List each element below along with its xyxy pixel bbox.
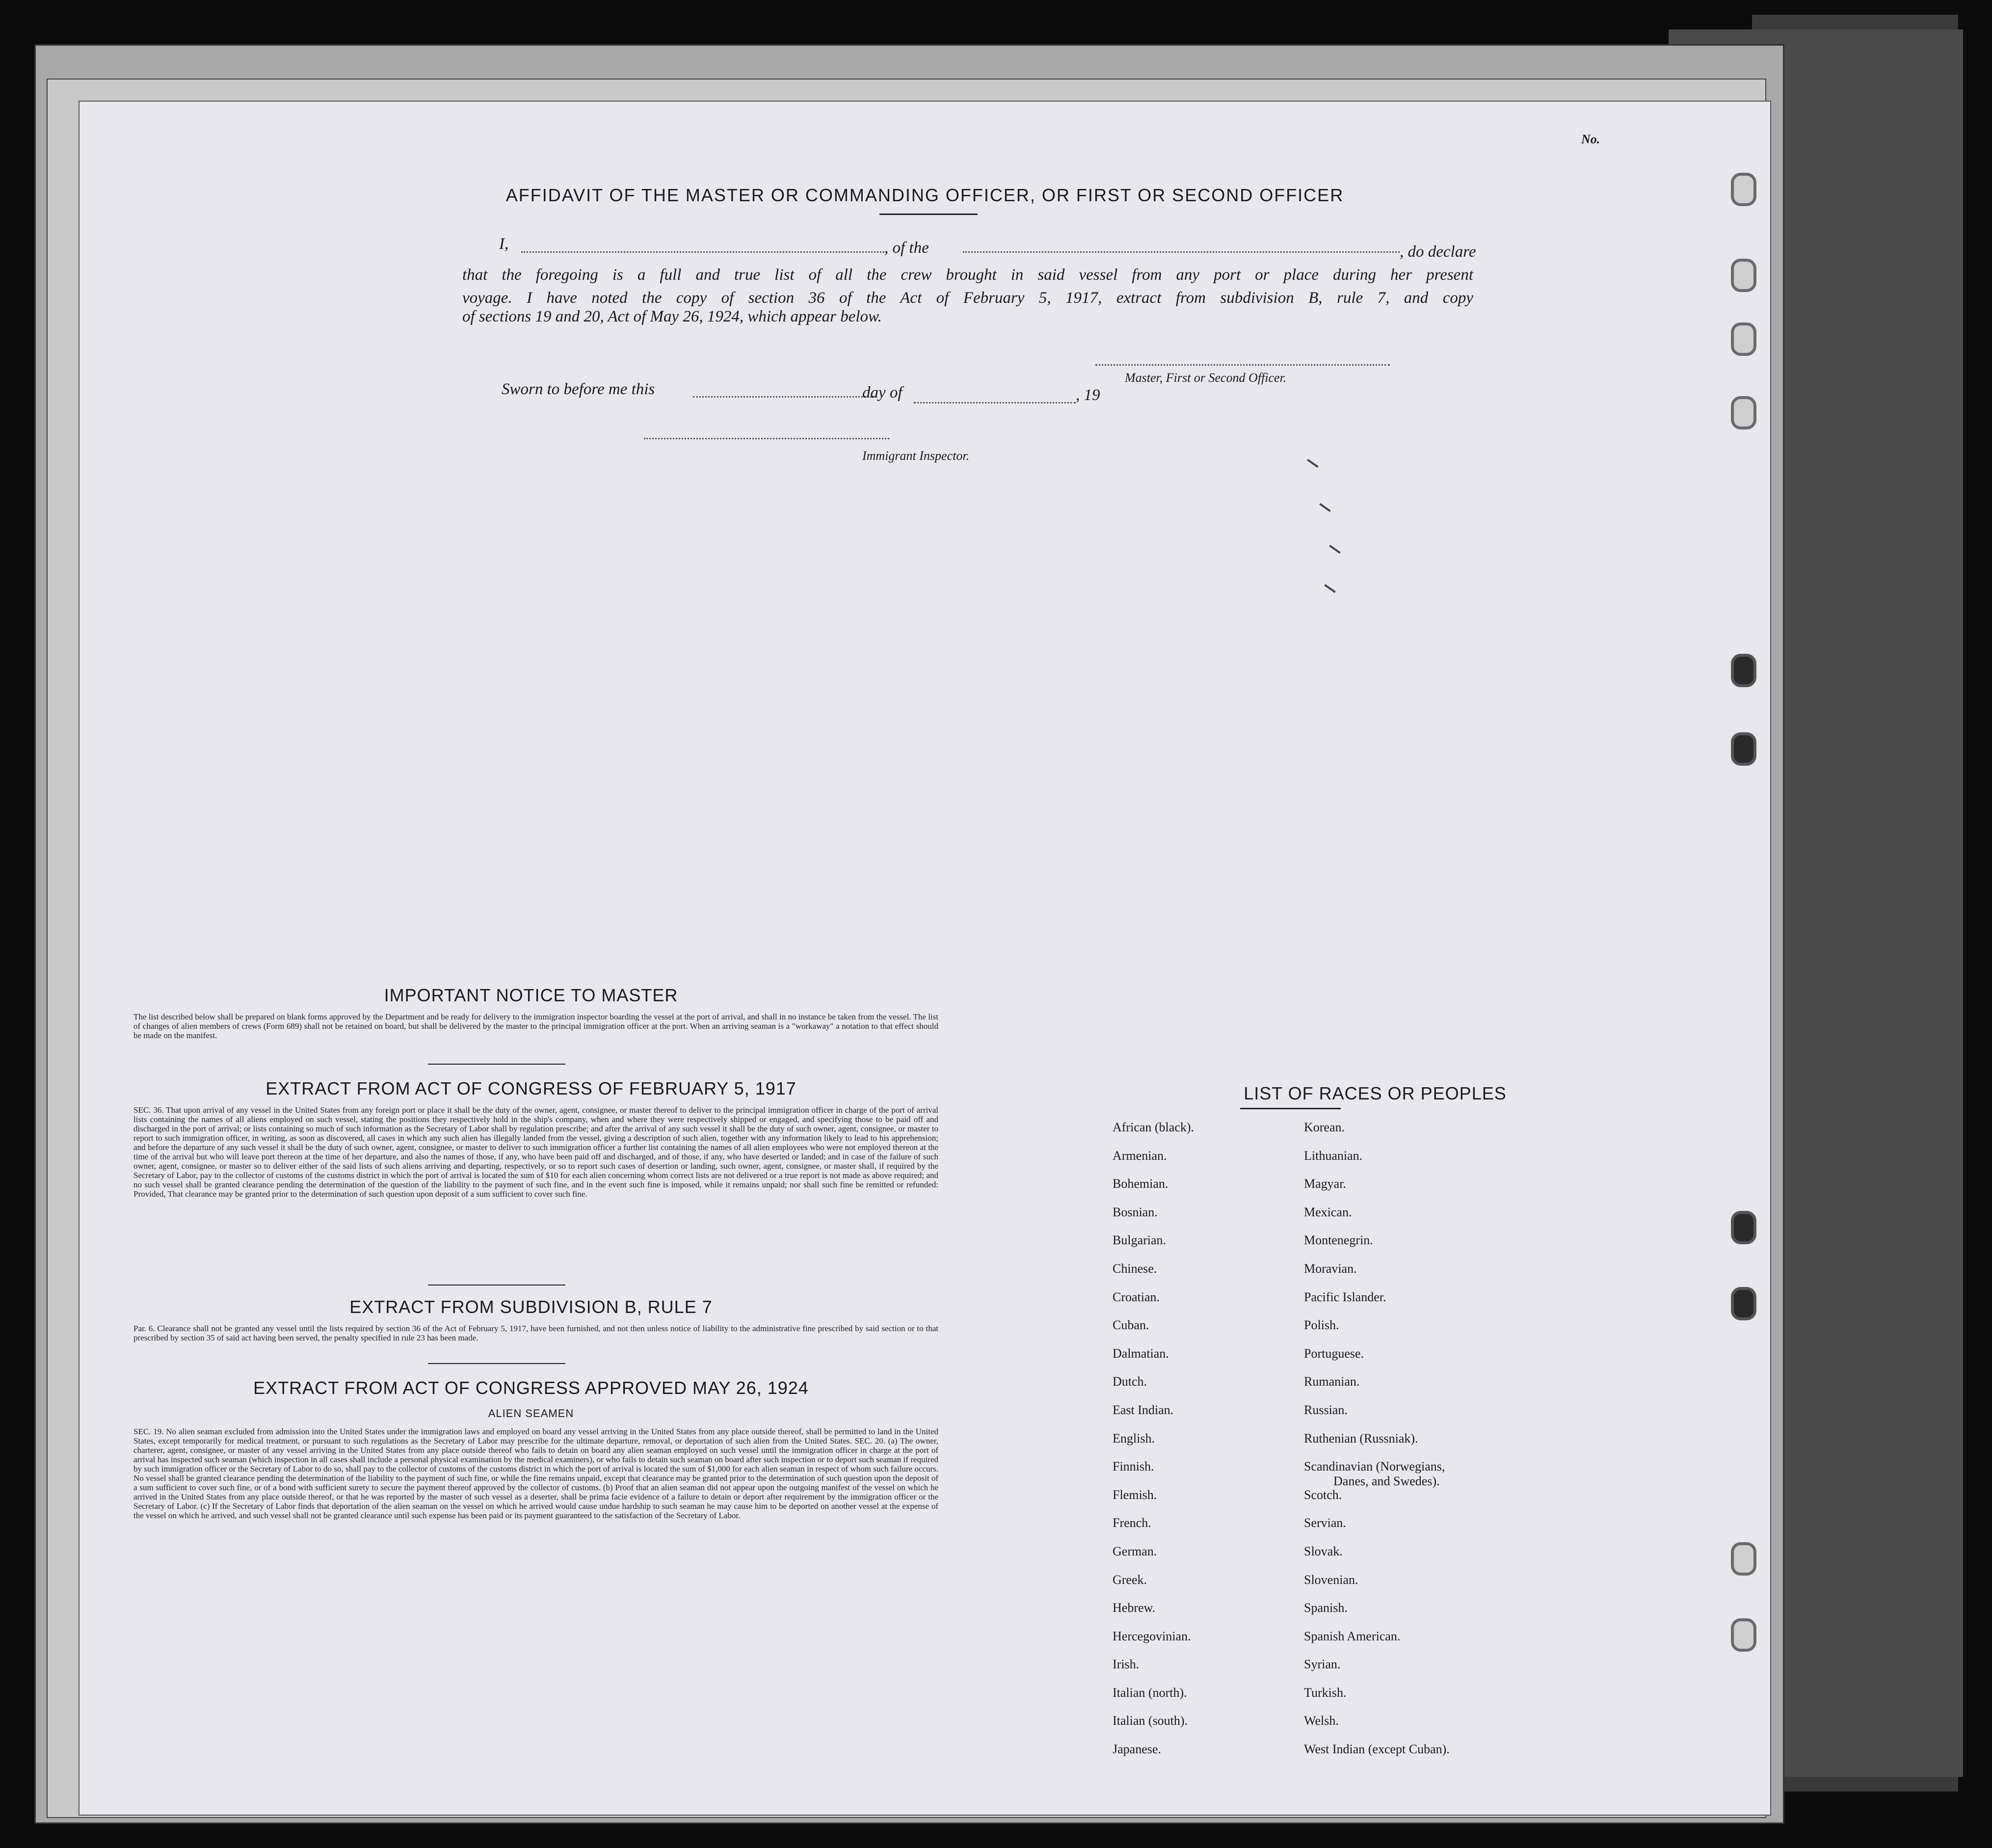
divider <box>428 1363 565 1364</box>
race-label: Turkish. <box>1304 1685 1347 1700</box>
race-item <box>1304 1686 1450 1714</box>
affidavit-i-label: I, <box>499 235 509 253</box>
race-label: Polish. <box>1304 1318 1339 1333</box>
binder-ring <box>1731 322 1756 356</box>
declaration-line-4: of sections 19 and 20, Act of May 26, 1924, which appear below. <box>462 308 882 325</box>
race-item <box>1113 1290 1194 1318</box>
race-label: African (black). <box>1113 1120 1195 1134</box>
binder-ring <box>1731 396 1756 429</box>
extract-rule7-title: EXTRACT FROM SUBDIVISION B, RULE 7 <box>349 1297 713 1317</box>
do-declare-label: , do declare <box>1400 243 1476 261</box>
race-item <box>1304 1403 1450 1431</box>
race-item <box>1113 1374 1194 1403</box>
race-item <box>1304 1177 1450 1205</box>
race-label: Portuguese. <box>1304 1346 1364 1361</box>
race-label: French. <box>1113 1516 1151 1530</box>
race-label: Dutch. <box>1113 1374 1147 1389</box>
race-item <box>1113 1601 1194 1629</box>
name-blank[interactable] <box>521 251 884 253</box>
race-label: Bosnian. <box>1113 1205 1158 1219</box>
mark <box>1319 503 1331 512</box>
race-item <box>1113 1205 1194 1233</box>
race-label: Scotch. <box>1304 1487 1342 1502</box>
race-label: Spanish American. <box>1304 1629 1401 1643</box>
race-label: Italian (north). <box>1113 1685 1187 1700</box>
race-label: Mexican. <box>1304 1205 1352 1219</box>
race-label: Finnish. <box>1113 1459 1154 1474</box>
races-title-underline <box>1240 1108 1341 1109</box>
declaration-line-2: that the foregoing is a full and true list of all the crew brought in said vessel from any port or place during her present <box>462 266 1473 284</box>
binder-ring <box>1731 732 1756 766</box>
race-label: West Indian (except Cuban). <box>1304 1742 1450 1757</box>
race-label: Lithuanian. <box>1304 1148 1363 1163</box>
race-label: Rumanian. <box>1304 1374 1360 1389</box>
mark <box>1307 459 1319 468</box>
race-label: Pacific Islander. <box>1304 1289 1386 1304</box>
race-item <box>1113 1149 1194 1177</box>
divider <box>428 1285 565 1286</box>
race-item <box>1113 1488 1194 1516</box>
race-item <box>1304 1516 1450 1544</box>
race-item <box>1113 1120 1194 1149</box>
mark <box>1329 545 1341 554</box>
race-item <box>1113 1403 1194 1431</box>
race-item <box>1304 1459 1450 1488</box>
race-item <box>1113 1318 1194 1346</box>
race-label: Cuban. <box>1113 1318 1149 1333</box>
race-item <box>1304 1488 1450 1516</box>
race-label: Welsh. <box>1304 1714 1339 1728</box>
vessel-blank[interactable] <box>963 251 1400 253</box>
binder-ring <box>1731 1287 1756 1320</box>
race-item <box>1113 1657 1194 1686</box>
sworn-month-blank[interactable] <box>914 402 1076 403</box>
race-item <box>1304 1318 1450 1346</box>
year-label: , 19 <box>1076 386 1100 404</box>
manifest-page <box>79 101 1771 1816</box>
race-item <box>1304 1346 1450 1375</box>
race-label: Russian. <box>1304 1402 1348 1417</box>
race-item <box>1113 1261 1194 1290</box>
race-label: Irish. <box>1113 1657 1140 1672</box>
race-item <box>1304 1544 1450 1573</box>
race-item <box>1304 1431 1450 1460</box>
day-of-label: day of <box>862 384 903 402</box>
extract-1924-subtitle: ALIEN SEAMEN <box>488 1407 574 1419</box>
race-item <box>1304 1629 1450 1658</box>
title-underline <box>879 214 978 215</box>
race-item <box>1113 1573 1194 1601</box>
race-item <box>1113 1742 1194 1770</box>
race-label-continuation: Danes, and Swedes). <box>1333 1474 1440 1489</box>
race-label: Croatian. <box>1113 1289 1160 1304</box>
race-label: Flemish. <box>1113 1487 1157 1502</box>
race-item <box>1113 1233 1194 1261</box>
race-item <box>1304 1657 1450 1686</box>
race-item <box>1304 1120 1450 1149</box>
race-label: Scandinavian (Norwegians, <box>1304 1459 1445 1474</box>
extract-1917-body: SEC. 36. That upon arrival of any vessel in the United States from any foreign port or place it shall be the duty of the owner, agent, consignee, or master thereof to deliver to the principal immigration officer in charge of the port of arrival lists containing the names of all aliens employed on such vessel, stating the positions they respectively hold in the ship's company, when and where they were respectively shipped or engaged, and specifying those to be paid off and discharged in the port of arrival; or lists containing so much of such information as the Secretary of Labor shall by regulation prescribe; and after the arrival of any such vessel it shall be the duty of such owner, agent, consignee, or master to report to such immigration officer, in writing, as soon as discovered, all cases in which any such alien has illegally landed from the vessel, giving a description of such alien, together with any information likely to lead to his apprehension; and before the departure of any such vessel it shall be the duty of such owner, agent, consignee, or master to deliver to such immigration officer a further list containing the names of all alien employees who were not employed thereon at the time of the arrival but who will leave port thereon at the time of her departure, and also the names of those, if any, who have been paid off and discharged, and of those, if any, who have deserted or landed; and in case of the failure of such owner, agent, consignee, or master so to deliver either of the said lists of such aliens arriving and departing, respectively, or so to report such cases of desertion or landing, such owner, agent, consignee, or master shall, if required by the Secretary of Labor, pay to the collector of customs of the customs district in which the port of arrival is located the sum of $10 for each alien concerning whom correct lists are not delivered or a true report is not made as above required; and no such vessel shall be granted clearance pending the determination of the question of the liability to the payment of such fine, and in the event such fine is imposed, while it remains unpaid; nor shall such fine be remitted or refunded: Provided, That clearance may be granted prior to the determination of such question upon deposit of a sum sufficient to cover such fine. <box>133 1105 938 1199</box>
extract-1924-title: EXTRACT FROM ACT OF CONGRESS APPROVED MAY 26, 1924 <box>253 1378 809 1398</box>
race-label: Bulgarian. <box>1113 1233 1167 1248</box>
declaration-line-3: voyage. I have noted the copy of section 36 of the Act of February 5, 1917, extract from subdivision B, rule 7, and copy <box>462 289 1473 307</box>
races-title: LIST OF RACES OR PEOPLES <box>1244 1083 1507 1103</box>
race-item <box>1304 1374 1450 1403</box>
race-label: Bohemian. <box>1113 1177 1169 1191</box>
race-item <box>1304 1290 1450 1318</box>
binder-ring <box>1731 654 1756 687</box>
binder-ring <box>1731 1211 1756 1244</box>
race-label: Magyar. <box>1304 1177 1346 1191</box>
race-label: Dalmatian. <box>1113 1346 1169 1361</box>
race-item <box>1304 1714 1450 1742</box>
inspector-signature-blank[interactable] <box>644 438 889 439</box>
extract-1917-title: EXTRACT FROM ACT OF CONGRESS OF FEBRUARY 5, 1917 <box>266 1078 797 1098</box>
race-item <box>1304 1742 1450 1770</box>
race-item <box>1113 1544 1194 1573</box>
race-item <box>1113 1516 1194 1544</box>
race-label: Korean. <box>1304 1120 1345 1134</box>
notice-body: The list described below shall be prepared on blank forms approved by the Department and be ready for delivery to the immigration inspector boarding the vessel at the port of arrival, and shall in no instance be taken from the vessel. The list of changes of alien members of crews (Form 689) shall not be retained on board, but shall be delivered by the master to the principal immigration officer at the port. When an arriving seaman is a "workaway" a notation to that effect should be made on the manifest. <box>133 1012 938 1040</box>
race-label: Armenian. <box>1113 1148 1167 1163</box>
race-item <box>1304 1233 1450 1261</box>
notice-title: IMPORTANT NOTICE TO MASTER <box>384 985 678 1005</box>
race-label: Ruthenian (Russniak). <box>1304 1431 1418 1446</box>
race-label: English. <box>1113 1431 1155 1446</box>
master-signature-label: Master, First or Second Officer. <box>1125 371 1287 385</box>
inspector-label: Immigrant Inspector. <box>862 449 970 463</box>
race-label: Japanese. <box>1113 1742 1161 1757</box>
race-item <box>1113 1431 1194 1460</box>
race-item <box>1113 1686 1194 1714</box>
race-item <box>1304 1573 1450 1601</box>
race-label: Spanish. <box>1304 1601 1348 1615</box>
binder-ring <box>1731 1542 1756 1576</box>
race-item <box>1113 1346 1194 1375</box>
race-label: Slovak. <box>1304 1544 1343 1558</box>
races-left-column <box>1113 1120 1194 1770</box>
race-label: Slovenian. <box>1304 1572 1358 1587</box>
mark <box>1324 584 1336 593</box>
affidavit-title: AFFIDAVIT OF THE MASTER OR COMMANDING OFFICER, OR FIRST OR SECOND OFFICER <box>505 185 1344 205</box>
race-label: Montenegrin. <box>1304 1233 1373 1248</box>
race-item <box>1304 1601 1450 1629</box>
race-label: Syrian. <box>1304 1657 1341 1672</box>
race-label: Hebrew. <box>1113 1601 1156 1615</box>
extract-rule7-body: Par. 6. Clearance shall not be granted any vessel until the lists required by section 36 of the Act of February 5, 1917, have been furnished, and not then unless notice of liability to the administrative fine prescribed by said section or to that prescribed by section 35 of said act having been served, the penalty specified in rule 23 has been made. <box>133 1324 938 1342</box>
race-item <box>1113 1629 1194 1658</box>
binder-ring <box>1731 259 1756 292</box>
race-label: East Indian. <box>1113 1402 1174 1417</box>
race-item <box>1304 1205 1450 1233</box>
race-label: Moravian. <box>1304 1261 1357 1276</box>
race-label: Servian. <box>1304 1516 1346 1530</box>
race-label: Chinese. <box>1113 1261 1157 1276</box>
number-label: No. <box>1581 132 1600 146</box>
sworn-day-blank[interactable] <box>693 396 875 398</box>
race-item <box>1113 1177 1194 1205</box>
race-label: Hercegovinian. <box>1113 1629 1191 1643</box>
extract-1924-body: SEC. 19. No alien seaman excluded from admission into the United States under the immigration laws and employed on board any vessel arriving in the United States from any place outside thereof, shall be permitted to land in the United States, except temporarily for medical treatment, or pursuant to such regulations as the Secretary of Labor may prescribe for the ultimate departure, removal, or deportation of such alien from the United States. SEC. 20. (a) The owner, charterer, agent, consignee, or master of any vessel arriving in the United States from any place outside thereof who fails to detain on board any alien seaman employed on such vessel until the immigration officer in charge at the port of arrival has inspected such seaman (which inspection in all cases shall include a personal physical examination by the medical examiners), or who fails to detain such seaman on board after such inspection or to deport such seaman if required by such immigration officer or the Secretary of Labor to do so, shall pay to the collector of customs of the customs district in which the port of arrival is located the sum of $1,000 for each alien seaman in respect of whom such failure occurs. No vessel shall be granted clearance pending the determination of the liability to the payment of such fine, or while the fine remains unpaid, except that clearance may be granted prior to the determination of such question upon the deposit of a sum sufficient to cover such fine, or of a bond with sufficient surety to secure the payment thereof approved by the collector of customs. (b) Proof that an alien seaman did not appear upon the outgoing manifest of the vessel on which he arrived in the United States from any place outside thereof, or that he was reported by the master of such vessel as a deserter, shall be prima facie evidence of a failure to detain or deport after requirement by the immigration officer or the Secretary of Labor. (c) If the Secretary of Labor finds that deportation of the alien seaman on the vessel on which he arrived would cause undue hardship to such seaman he may cause him to be deported on another vessel at the expense of the vessel on which he arrived, and such vessel shall not be granted clearance until such expense has been paid or its payment guaranteed to the satisfaction of the Secretary of Labor. <box>133 1427 938 1520</box>
of-the-label: , of the <box>884 239 929 257</box>
races-right-column <box>1304 1120 1450 1770</box>
binder-ring <box>1731 1618 1756 1652</box>
race-item <box>1113 1459 1194 1488</box>
race-item <box>1113 1714 1194 1742</box>
signature-blank[interactable] <box>1095 364 1390 366</box>
divider <box>428 1064 565 1065</box>
race-label: German. <box>1113 1544 1157 1558</box>
race-label: Italian (south). <box>1113 1714 1188 1728</box>
sworn-label: Sworn to before me this <box>502 380 655 398</box>
race-item <box>1304 1261 1450 1290</box>
race-label: Greek. <box>1113 1572 1147 1587</box>
race-item <box>1304 1149 1450 1177</box>
